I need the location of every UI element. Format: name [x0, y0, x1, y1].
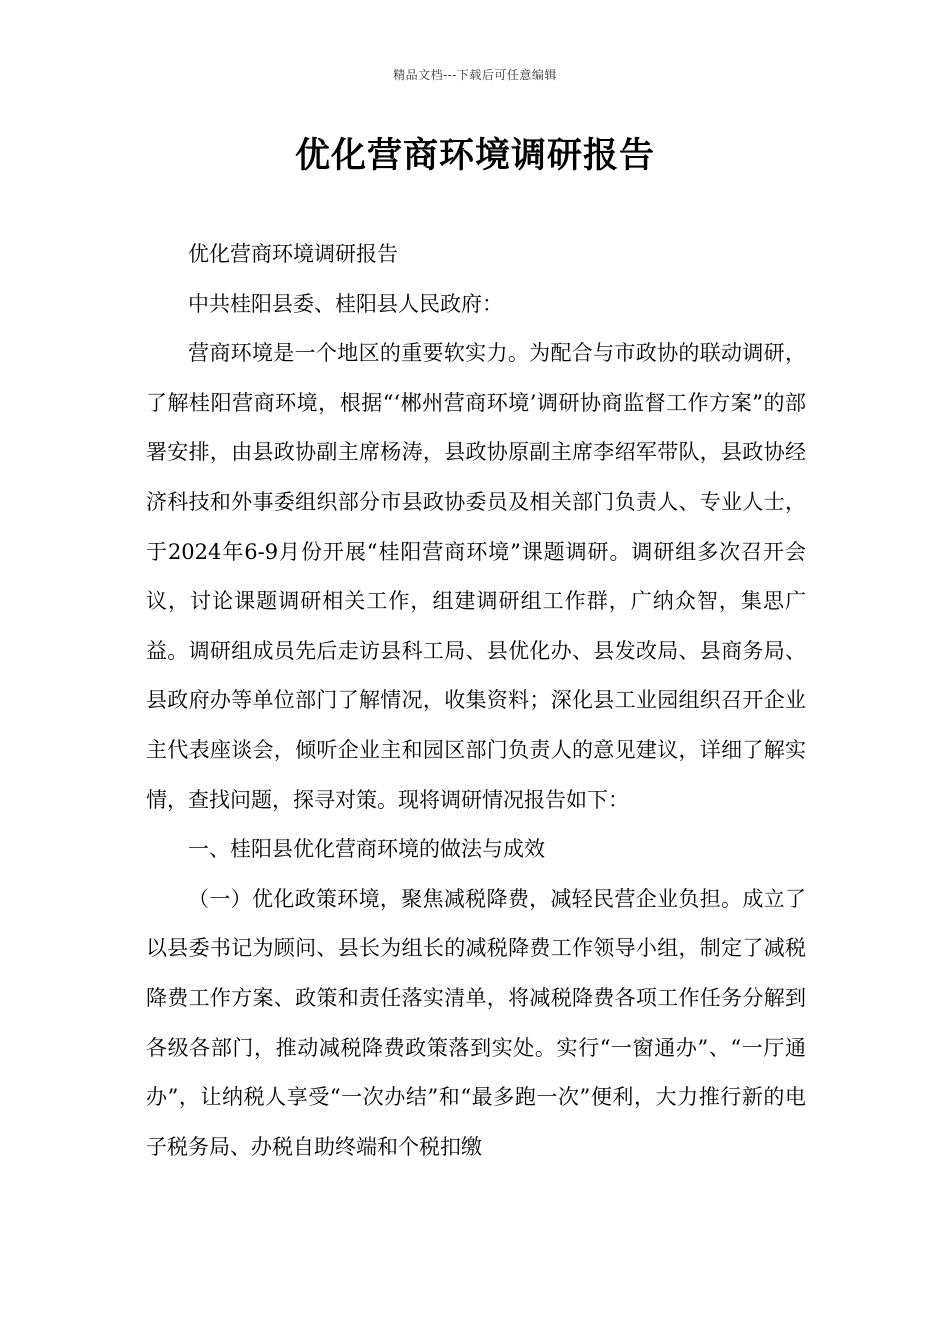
addressee-paragraph: 中共桂阳县委、桂阳县人民政府： [188, 291, 503, 316]
document-title: 优化营商环境调研报告 [294, 135, 655, 176]
intro-paragraph: 营商环境是一个地区的重要软实力。为配合与市政协的联动调研，了解桂阳营商环境，根据“‘郴州营商环境’调研协商监督工作方案”的部署安排，由县政协副主席杨涛，县政协原副主席李绍军带队，县政协经济科技和外事委组织部分市县政协委员及相关部门负责人、专业人士，于2024年6-9月份开展“桂阳营商环境”课题调研。调研组多次召开会议，讨论课题调研相关工作，组建调研组工作群，广纳众智，集思广益。调研组成员先后走访县科工局、县优化办、县发改局、县商务局、县政府办等单位部门了解情况，收集资料；深化县工业园组织召开企业主代表座谈会，倾听企业主和园区部门负责人的意见建议，详细了解实情，查找问题，探寻对策。现将调研情况报告如下： [146, 341, 806, 812]
section-heading: 一、桂阳县优化营商环境的做法与成效 [188, 837, 545, 862]
header-note: 精品文档---下载后可任意编辑 [393, 68, 557, 82]
document-body [146, 230, 806, 1172]
section-paragraph: （一）优化政策环境，聚焦减税降费，减轻民营企业负担。成立了以县委书记为顾问、县长为组长的减税降费工作领导小组，制定了减税降费工作方案、政策和责任落实清单，将减税降费各项工作任务分解到各级各部门，推动减税降费政策落到实处。实行“一窗通办”、“一厅通办”，让纳税人享受“一次办结”和“最多跑一次”便利，大力推行新的电子税务局、办税自助终端和个税扣缴 [146, 886, 806, 1159]
subtitle-paragraph: 优化营商环境调研报告 [188, 242, 398, 266]
